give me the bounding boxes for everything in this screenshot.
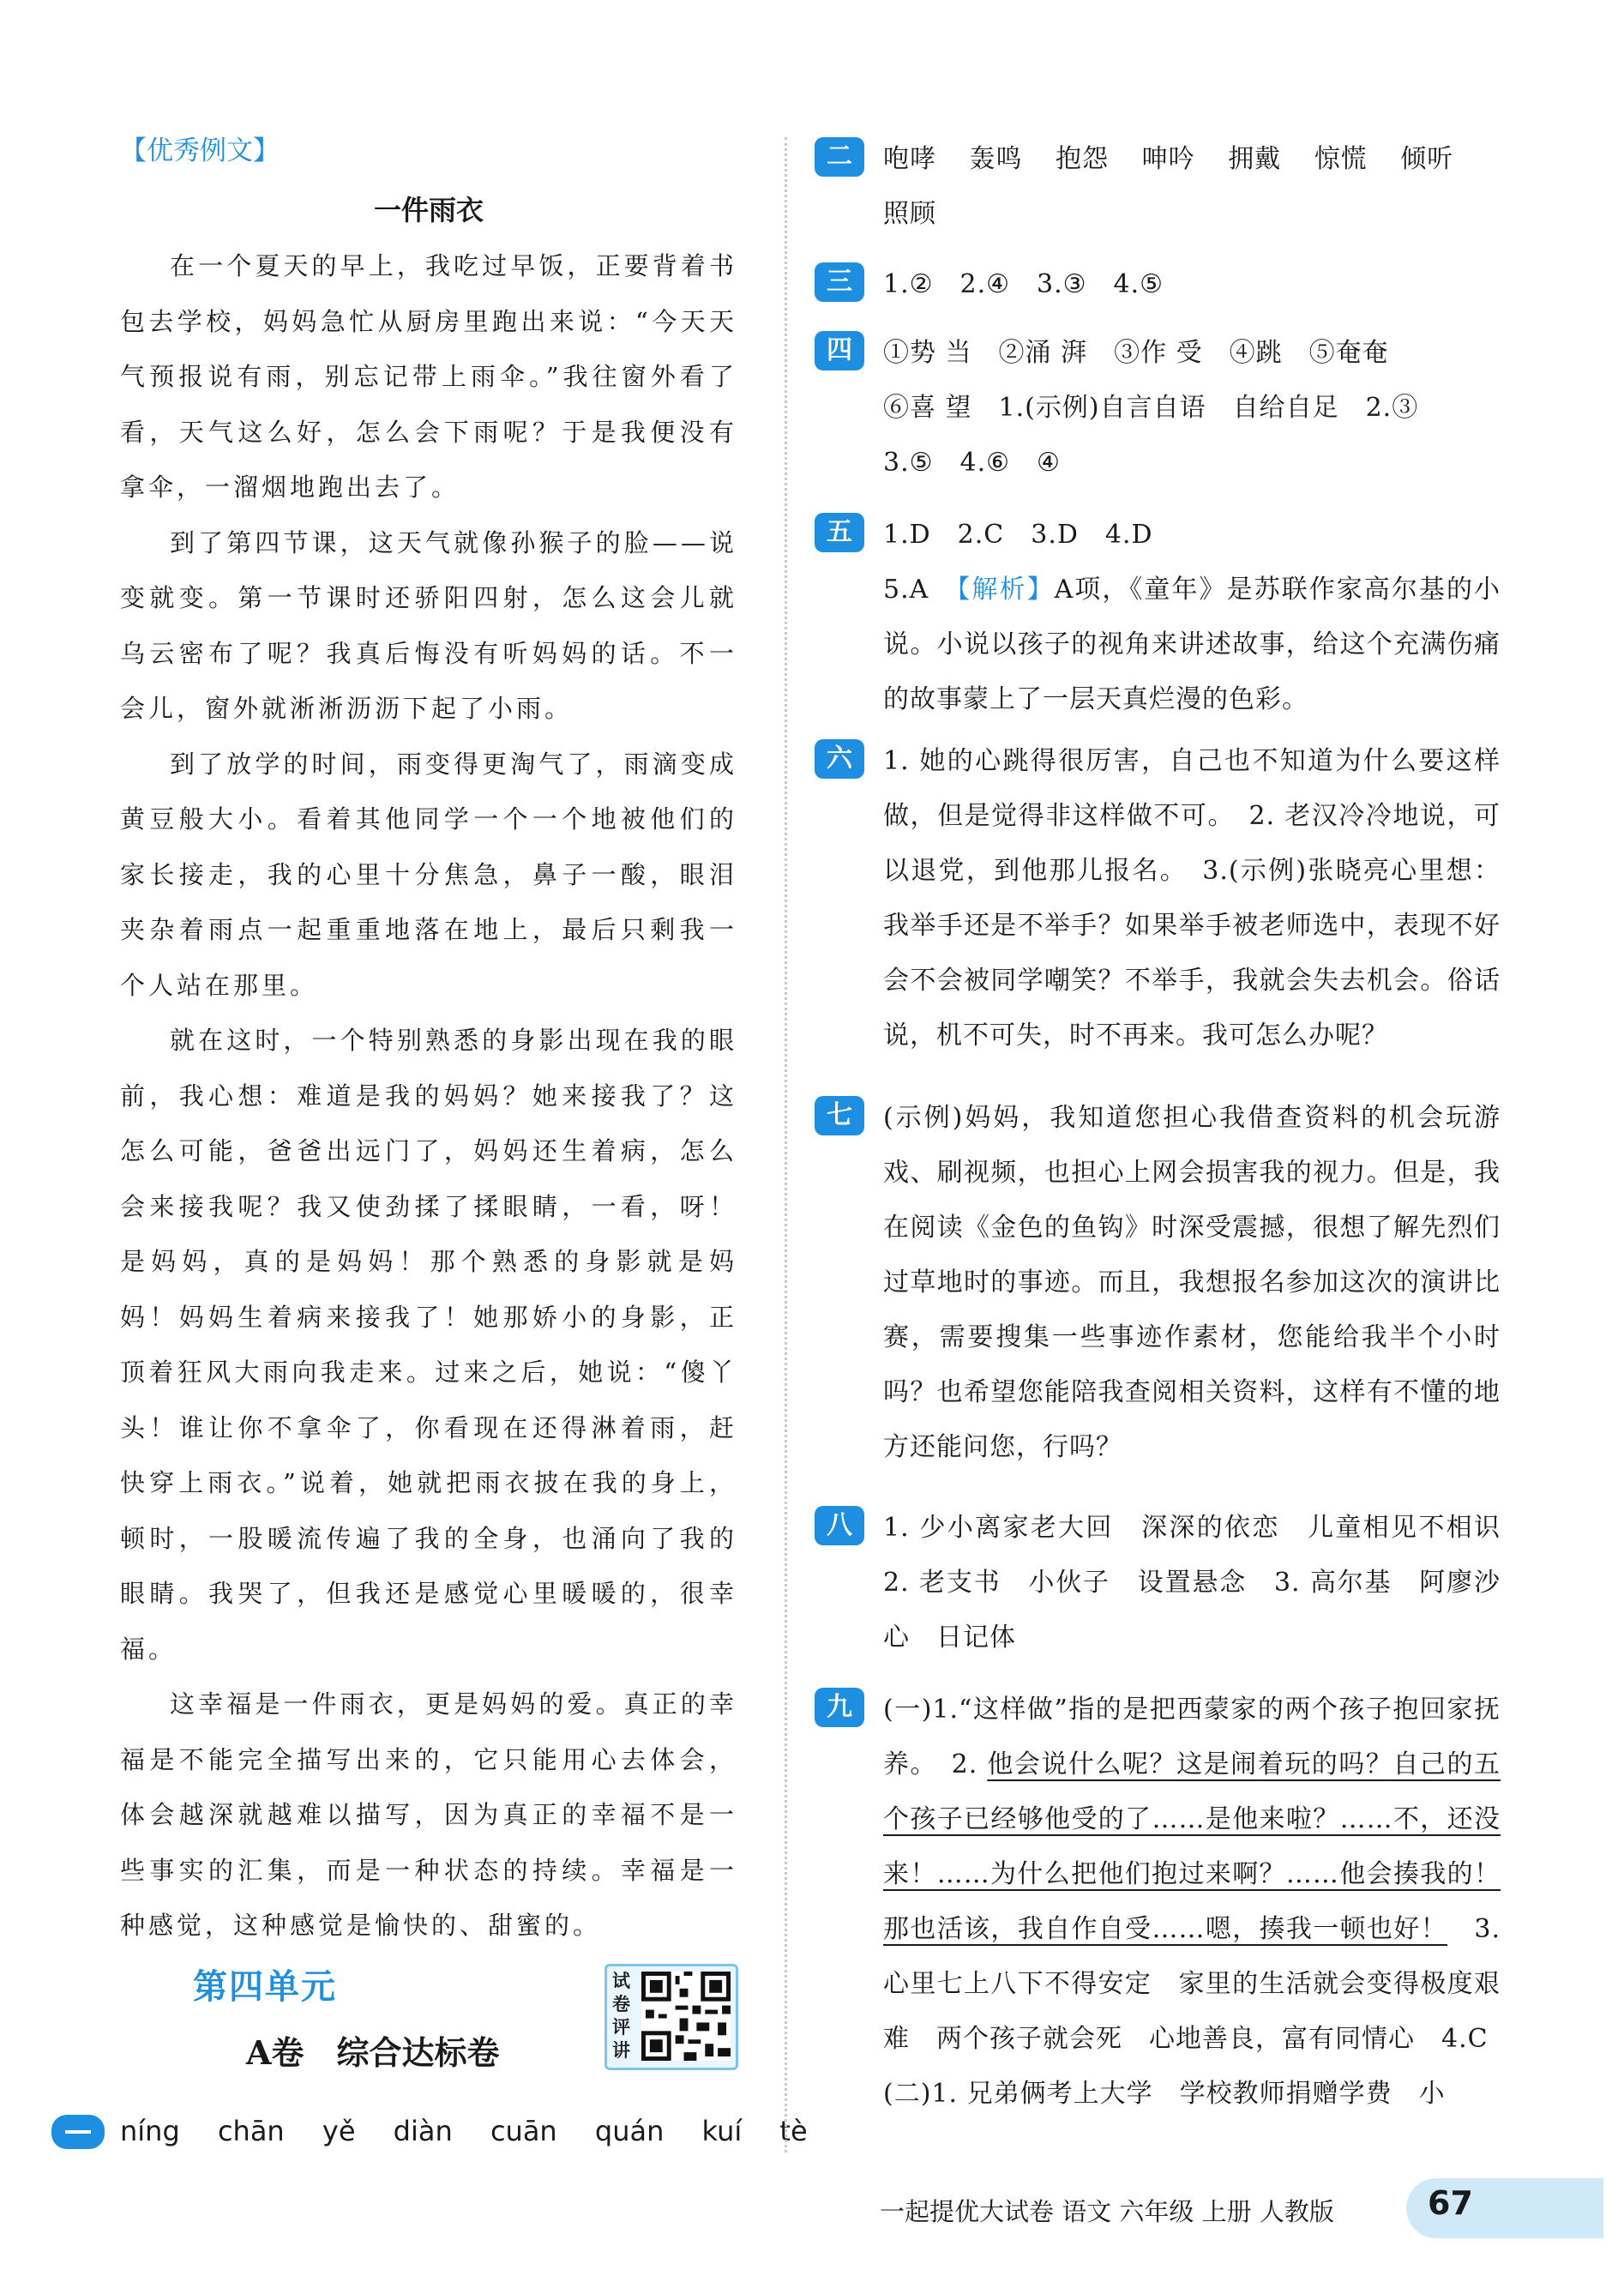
qr-label: 试卷评讲: [612, 1971, 630, 2061]
answer-line: ①势 当 ②涌 湃 ③作 受 ④跳 ⑤奄奄: [883, 338, 1389, 368]
essay-paragraph: 这幸福是一件雨衣，更是妈妈的爱。真正的幸福是不能完全描写出来的，它只能用心去体会，体会越深就越难以描写，因为真正的幸福不是一些事实的汇集，而是一种状态的持续。幸福是一种感觉，这种感觉是愉快的、甜蜜的。: [120, 1689, 737, 1940]
qr-code-icon: [641, 1972, 731, 2061]
section-badge: 八: [815, 1506, 864, 1545]
qr-review-box[interactable]: [604, 1964, 738, 2070]
answer-part: (一)1.“这样做”指的是把西蒙家的两个孩子抱回家抚养。 2.: [883, 1695, 1501, 1779]
section-badge: 五: [815, 513, 864, 552]
section-badge: 七: [815, 1096, 864, 1135]
answer-word: 咆哮: [883, 144, 936, 174]
unit-subtitle: A卷 综合达标卷: [246, 2033, 500, 2072]
section-badge: 三: [815, 262, 864, 302]
pinyin-item: kuí: [701, 2115, 743, 2147]
answer-word: 呻吟: [1141, 144, 1195, 174]
pinyin-item: cuān: [490, 2115, 557, 2147]
section-badge: 二: [815, 137, 864, 177]
answer-line: 3.⑤ 4.⑥ ④: [883, 448, 1061, 478]
pinyin-item: yě: [322, 2115, 356, 2147]
answer-line: (二)1. 兄弟俩考上大学 学校教师捐赠学费 小: [883, 2079, 1446, 2109]
essay-body: [120, 238, 737, 1954]
analysis-text: A项，《童年》是苏联作家高尔基的小说。小说以孩子的视角来讲述故事，给这个充满伤痛的故事蒙上了一层天真烂漫的色彩。: [883, 575, 1501, 714]
pinyin-list: [120, 2115, 837, 2147]
answer-analysis: [883, 563, 1501, 727]
answer-text: [883, 1683, 1501, 2067]
unit-heading: [193, 1960, 500, 2072]
underlined-quote: 他会说什么呢？这是闹着玩的吗？自己的五个孩子已经够他受的了……是他来啦？……不，还没来！……为什么把他们抱过来啊？……他会揍我的！那也活该，我自作自受……嗯，揍我一顿也好！: [883, 1749, 1501, 1944]
section-one-pinyin: [51, 2111, 808, 2154]
answer-line: ⑥喜 望 1.(示例)自言自语 自给自足 2.③: [883, 393, 1419, 423]
book-title-footer: 一起提优大试卷 语文 六年级 上册 人教版: [880, 2197, 1334, 2226]
answer-word: 照顾: [883, 199, 936, 229]
answer-text: 1.② 2.④ 3.③ 4.⑤: [883, 269, 1164, 299]
answer-word: 惊慌: [1314, 144, 1368, 174]
essay-paragraph: 在一个夏天的早上，我吃过早饭，正要背着书包去学校，妈妈急忙从厨房里跑出来说：“今天天气预报说有雨，别忘记带上雨伞。”我往窗外看了看，天气这么好，怎么会下雨呢？于是我便没有拿伞，一溜烟地跑出去了。: [120, 251, 737, 502]
answer-text: 1. 她的心跳得很厉害，自己也不知道为什么要这样做，但是觉得非这样做不可。 2. 老汉冷冷地说，可以退党，到他那儿报名。 3.(示例)张晓亮心里想：我举手还是不举手？如果举手被老师选中，表现不好会不会被同学嘲笑？不举手，我就会失去机会。俗话说，机不可失，时不再来。我可怎么办呢？: [883, 746, 1501, 1051]
excellent-essay-tag: 【优秀例文】: [120, 135, 280, 166]
word-list: [883, 132, 1501, 187]
section-badge: [51, 2115, 105, 2149]
unit-title: 第四单元: [193, 1967, 337, 2007]
column-divider: [785, 137, 787, 2153]
essay-title: 一件雨衣: [373, 194, 484, 226]
section-badge: 四: [815, 331, 864, 370]
section-badge: 六: [815, 739, 864, 779]
essay-paragraph: 就在这时，一个特别熟悉的身影出现在我的眼前，我心想：难道是我的妈妈？她来接我了？这怎么可能，爸爸出远门了，妈妈还生着病，怎么会来接我呢？我又使劲揉了揉眼睛，一看，呀！是妈妈，真的是妈妈！那个熟悉的身影就是妈妈！妈妈生着病来接我了！她那娇小的身影，正顶着狂风大雨向我走来。过来之后，她说：“傻丫头！谁让你不拿伞了，你看现在还得淋着雨，赶快穿上雨衣。”说着，她就把雨衣披在我的身上，顿时，一股暖流传遍了我的全身，也涌向了我的眼睛。我哭了，但我还是感觉心里暖暖的，很幸福。: [120, 1026, 737, 1664]
answer-word: 轰鸣: [969, 144, 1023, 174]
section-body: [883, 132, 1501, 242]
page-number: 67: [1428, 2184, 1473, 2222]
answer-text: 1. 少小离家老大回 深深的依恋 儿童相见不相识 2. 老支书 小伙子 设置悬念 3. 高尔基 阿廖沙 心 日记体: [883, 1513, 1527, 1653]
answer-word: 抱怨: [1056, 144, 1110, 174]
answer-line: 1.D 2.C 3.D 4.D: [883, 520, 1153, 550]
analysis-tag: 【解析】: [957, 575, 1055, 605]
answer-word: 倾听: [1400, 144, 1454, 174]
pinyin-item: tè: [779, 2115, 808, 2147]
answer-choice: 5.A: [883, 575, 958, 605]
answer-word: 拥戴: [1228, 144, 1282, 174]
answer-part: 3. 心里七上八下不得安定 家里的生活就会变得极度艰难 两个孩子就会死 心地善良，富有同情心 4.C: [883, 1914, 1501, 2054]
pinyin-item: chān: [217, 2115, 285, 2147]
answer-text: (示例)妈妈，我知道您担心我借查资料的机会玩游戏、刷视频，也担心上网会损害我的视力。但是，我在阅读《金色的鱼钩》时深受震撼，很想了解先烈们过草地时的事迹。而且，我想报名参加这次的演讲比赛，需要搜集一些事迹作素材，您能给我半个小时吗？也希望您能陪我查阅相关资料，这样有不懂的地方还能问您，行吗？: [883, 1103, 1501, 1462]
pinyin-item: quán: [594, 2115, 665, 2147]
pinyin-item: níng: [120, 2115, 180, 2147]
essay-paragraph: 到了第四节课，这天气就像孙猴子的脸——说变就变。第一节课时还骄阳四射，怎么这会儿就乌云密布了呢？我真后悔没有听妈妈的话。不一会儿，窗外就淅淅沥沥下起了小雨。: [120, 527, 737, 723]
section-badge: 九: [815, 1688, 864, 1727]
essay-paragraph: 到了放学的时间，雨变得更淘气了，雨滴变成黄豆般大小。看着其他同学一个一个地被他们的家长接走，我的心里十分焦急，鼻子一酸，眼泪夹杂着雨点一起重重地落在地上，最后只剩我一个人站在那里。: [120, 749, 737, 1000]
pinyin-item: diàn: [393, 2115, 453, 2147]
